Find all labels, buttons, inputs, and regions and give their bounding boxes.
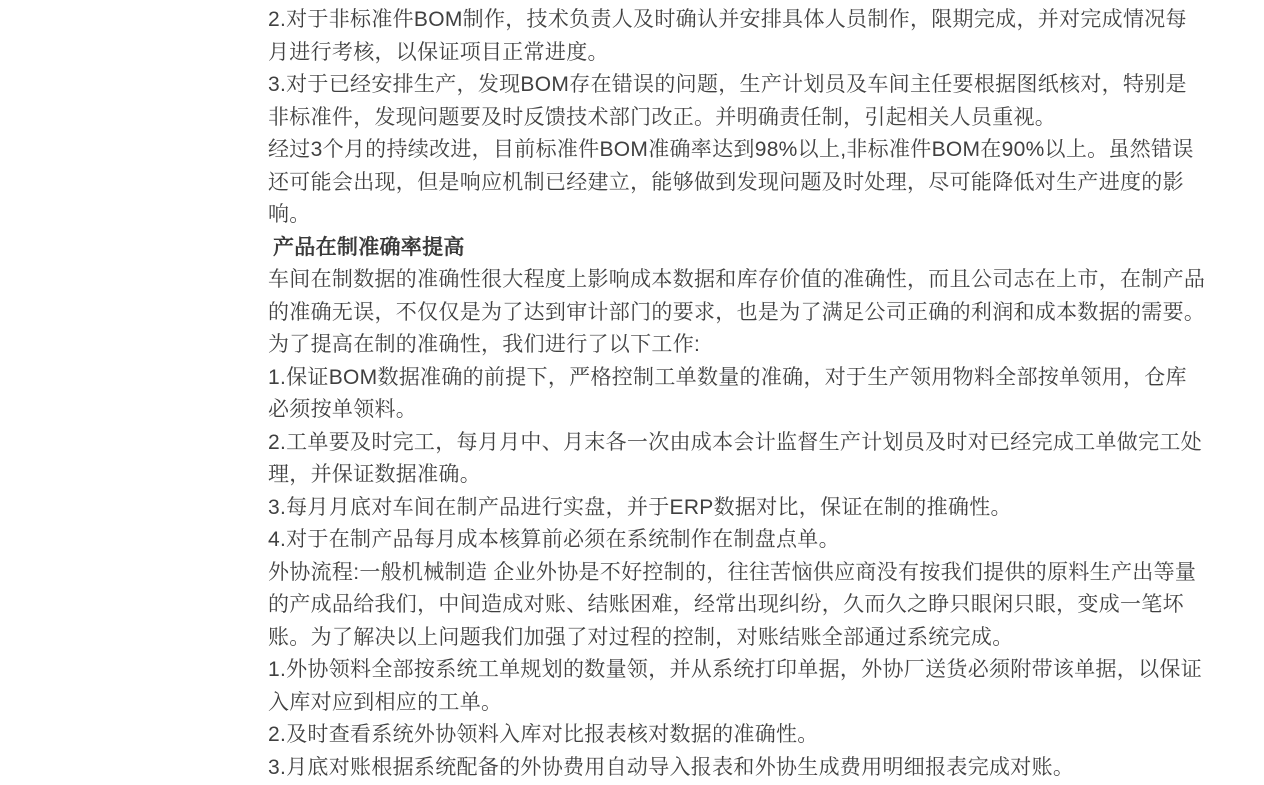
paragraph-outsourcing-item-3: 3.月底对账根据系统配备的外协费用自动导入报表和外协生成费用明细报表完成对账。 — [268, 755, 1075, 779]
paragraph-bom-improvement-result: 经过3个月的持续改进，目前标准件BOM准确率达到98%以上,非标准件BOM在90%以上。虽然错误还可能会出现，但是响应机制已经建立，能够做到发现问题及时处理，尽可能降低对生产进度的影响。 — [268, 138, 1194, 226]
paragraph-outsourcing-item-2: 2.及时查看系统外协领料入库对比报表核对数据的准确性。 — [268, 723, 819, 746]
document-text-column — [268, 4, 1208, 784]
paragraph-wip-item-2: 2.工单要及时完工，每月月中、月末各一次由成本会计监督生产计划员及时对已经完成工单做完工处理，并保证数据准确。 — [268, 430, 1203, 486]
paragraph-outsourcing-item-1: 1.外协领料全部按系统工单规划的数量领，并从系统打印单据，外协厂送货必须附带该单据，以保证入库对应到相应的工单。 — [268, 658, 1203, 714]
paragraph-wip-item-3: 3.每月月底对车间在制产品进行实盘，并于ERP数据对比，保证在制的推确性。 — [268, 495, 1012, 519]
paragraph-wip-importance: 车间在制数据的准确性很大程度上影响成本数据和库存价值的准确性，而且公司志在上市，在制产品的准确无误，不仅仅是为了达到审计部门的要求，也是为了满足公司正确的利润和成本数据的需要。为了提高在制的准确性，我们进行了以下工作: — [268, 268, 1206, 356]
paragraph-bom-error-feedback: 3.对于已经安排生产，发现BOM存在错误的问题，生产计划员及车间主任要根据图纸核对，特别是非标准件，发现问题要及时反馈技术部门改正。并明确责任制，引起相关人员重视。 — [268, 73, 1187, 129]
paragraph-wip-item-1: 1.保证BOM数据准确的前提下，严格控制工单数量的准确，对于生产领用物料全部按单领用，仓库必须按单领料。 — [268, 365, 1187, 421]
paragraph-bom-nonstandard-production: 2.对于非标准件BOM制作，技术负责人及时确认并安排具体人员制作，限期完成，并对完成情况每月进行考核，以保证项目正常进度。 — [268, 8, 1187, 64]
paragraph-outsourcing-process: 外协流程:一般机械制造 企业外协是不好控制的，往往苦恼供应商没有按我们提供的原料生产出等量的产成品给我们，中间造成对账、结账困难，经常出现纠纷，久而久之睁只眼闲只眼，变成一笔坏账。为了解决以上问题我们加强了对过程的控制，对账结账全部通过系统完成。 — [268, 560, 1197, 649]
paragraph-wip-item-4: 4.对于在制产品每月成本核算前必须在系统制作在制盘点单。 — [268, 528, 840, 551]
section-heading-wip-accuracy: 产品在制准确率提高 — [273, 235, 465, 259]
